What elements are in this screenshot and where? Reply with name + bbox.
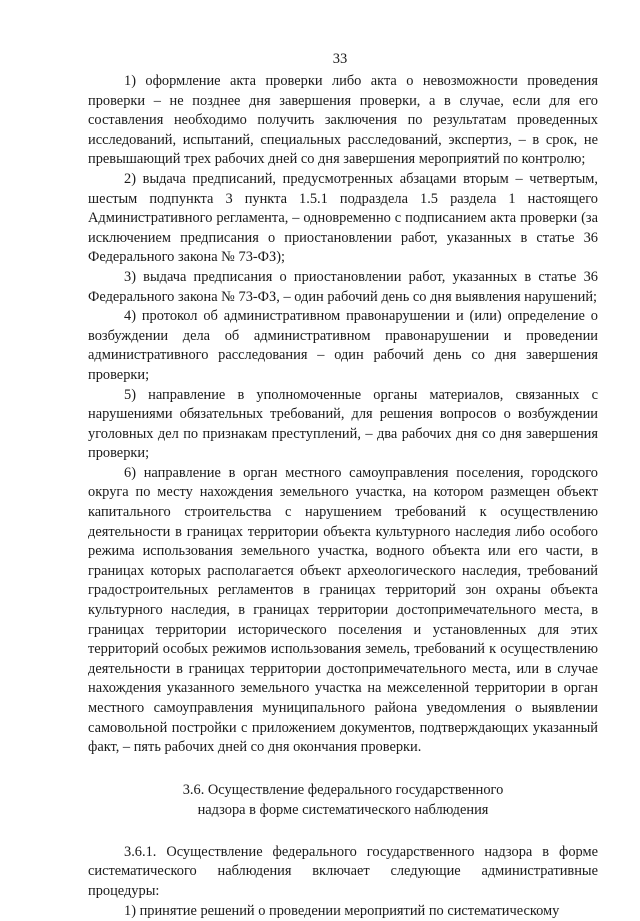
- document-body: [88, 72, 598, 921]
- section-heading: [88, 780, 598, 820]
- section-heading-line-2: надзора в форме систематического наблюдения: [197, 801, 489, 818]
- page-number: 33: [332, 51, 348, 67]
- paragraph-item-3: 3) выдача предписания о приостановлении работ, указанных в статье 36 Федерального закона № 73-ФЗ, – один рабочий день со дня выявления нарушений;: [88, 268, 598, 305]
- paragraph-item-2: 2) выдача предписаний, предусмотренных абзацами вторым – четвертым, шестым подпункта 3 пункта 1.5.1 подраздела 1.5 раздела 1 настоящего Административного регламента, – одновременно с подписанием акта проверки (за исключением предписания о приостановлении работ, указанных в статье 36 Федерального закона № 73-ФЗ);: [88, 170, 598, 266]
- section-heading-line-1: 3.6. Осуществление федерального государственного: [182, 781, 504, 798]
- paragraph-3-6-1-item-1: 1) принятие решений о проведении мероприятий по систематическому: [124, 902, 560, 919]
- paragraph-item-6: 6) направление в орган местного самоуправления поселения, городского округа по месту нахождения земельного участка, на котором размещен объект капитального строительства с нарушением требований к осуществлению деятельности в границах территории объекта культурного наследия либо особого режима использования земельного участка, водного объекта или его части, в границах которых располагается объект археологического наследия, требований градостроительных регламентов в границах территорий зон охраны объекта культурного наследия, в границах территории достопримечательного места, в границах территории исторического поселения и установленных для этих территорий особых режимов использования земель, требований к осуществлению деятельности в границах территории достопримечательного места, или в случае нахождения указанного земельного участка на межселенной территории в орган местного самоуправления муниципального района уведомления о выявлении самовольной постройки с приложением документов, подтверждающих указанный факт, – пять рабочих дней со дня окончания проверки.: [88, 464, 598, 756]
- paragraph-item-1: 1) оформление акта проверки либо акта о невозможности проведения проверки – не позднее дня завершения проверки, а в случае, если для его составления необходимо получить заключения по результатам проведенных исследований, испытаний, специальных расследований, экспертиз, – в срок, не превышающий трех рабочих дней со дня завершения мероприятий по контролю;: [88, 73, 598, 168]
- paragraph-3-6-1: 3.6.1. Осуществление федерального государственного надзора в форме систематического наблюдения включает следующие административные процедуры:: [88, 843, 598, 899]
- paragraph-item-4: 4) протокол об административном правонарушении и (или) определение о возбуждении дела об административном правонарушении и проведении административного расследования – один рабочий день со дня завершения проверки;: [88, 308, 598, 383]
- paragraph-item-5: 5) направление в уполномоченные органы материалов, связанных с нарушениями обязательных требований, для решения вопросов о возбуждении уголовных дел по признакам преступлений, – два рабочих дня со дня завершения проверки;: [88, 386, 598, 462]
